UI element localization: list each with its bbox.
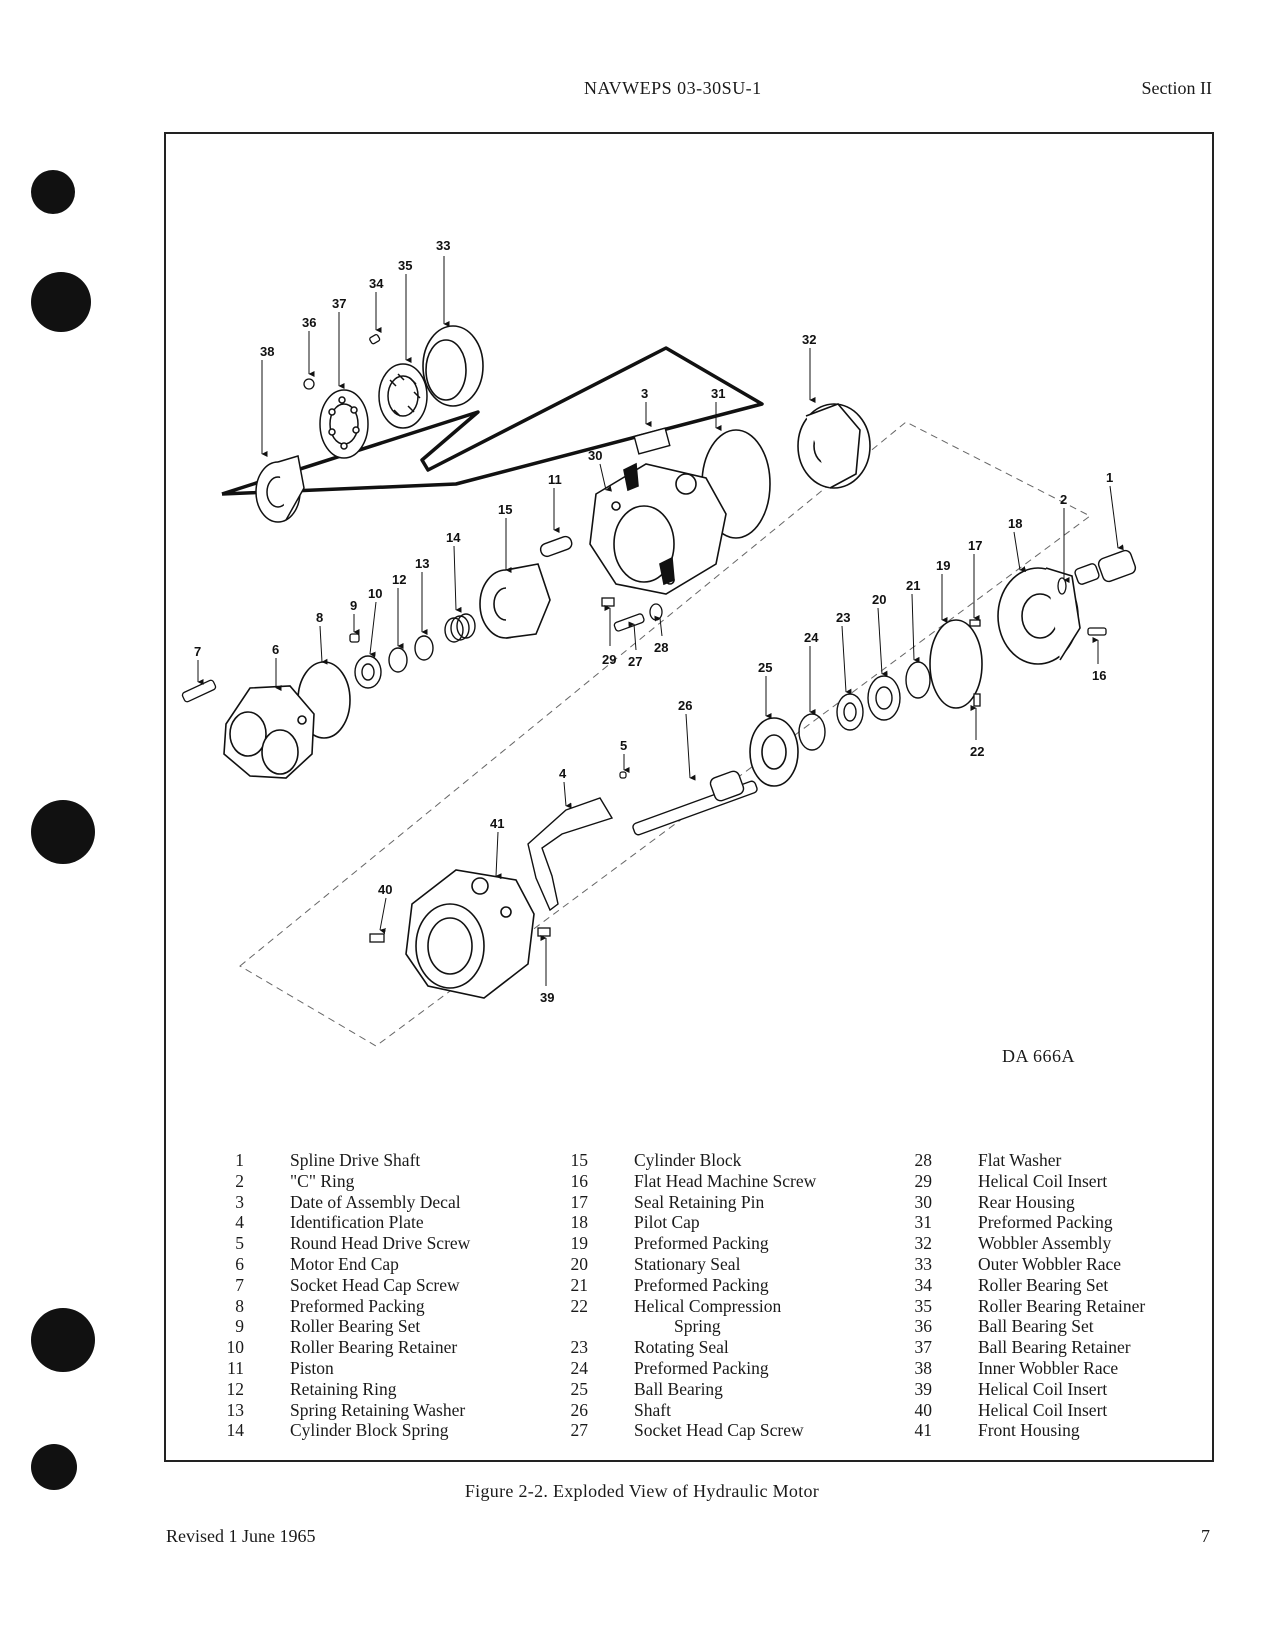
punch-hole xyxy=(31,170,75,214)
callout-15: 15 xyxy=(498,502,513,517)
callout-19: 19 xyxy=(936,558,951,573)
callout-11: 11 xyxy=(548,472,562,487)
callout-30: 30 xyxy=(588,448,603,463)
callout-33: 33 xyxy=(436,238,451,253)
callout-34: 34 xyxy=(369,276,384,291)
legend-row: 27 Socket Head Cap Screw xyxy=(570,1420,804,1441)
legend-row: 34 Roller Bearing Set xyxy=(914,1274,1109,1295)
figure-caption: Figure 2-2. Exploded View of Hydraulic Motor xyxy=(464,1481,820,1501)
helical-coil-insert-39 xyxy=(538,928,550,936)
legend-column-1 xyxy=(204,1150,470,1441)
legend-row: 31 Preformed Packing xyxy=(914,1212,1113,1233)
page-number: 7 xyxy=(1201,1526,1210,1546)
legend-row: 16 Flat Head Machine Screw xyxy=(570,1170,817,1191)
callout-18: 18 xyxy=(1008,516,1023,531)
cylinder-block-spring xyxy=(445,614,475,642)
legend-row: 9 Roller Bearing Set xyxy=(235,1316,421,1337)
preformed-packing-21 xyxy=(906,662,930,698)
callout-13: 13 xyxy=(415,556,430,571)
callout-5: 5 xyxy=(620,738,628,753)
legend-row: 30 Rear Housing xyxy=(914,1191,1075,1212)
callout-25: 25 xyxy=(758,660,773,675)
callout-2: 2 xyxy=(1060,492,1068,507)
socket-head-cap-screw-7 xyxy=(181,679,216,702)
section-label: Section II xyxy=(1141,78,1212,98)
roller-bearing-retainer-10 xyxy=(355,656,381,688)
callout-9: 9 xyxy=(350,598,358,613)
callout-4: 4 xyxy=(559,766,567,781)
punch-hole xyxy=(31,800,95,864)
legend-row: 12 Retaining Ring xyxy=(226,1378,397,1399)
legend-row: 10 Roller Bearing Retainer xyxy=(226,1337,458,1358)
callout-22: 22 xyxy=(970,744,985,759)
roller-bearing-set xyxy=(369,334,380,345)
ball-bearing-retainer xyxy=(320,390,368,458)
callout-27: 27 xyxy=(628,654,643,669)
legend-row: 36 Ball Bearing Set xyxy=(914,1316,1094,1337)
rotating-seal xyxy=(837,694,863,730)
callout-31: 31 xyxy=(711,386,726,401)
date-of-assembly-decal xyxy=(634,428,670,454)
legend-row: 41 Front Housing xyxy=(914,1420,1080,1441)
stationary-seal xyxy=(868,676,900,720)
callout-17: 17 xyxy=(968,538,983,553)
legend-row: Spring xyxy=(674,1316,721,1337)
legend-row: 40 Helical Coil Insert xyxy=(914,1399,1108,1420)
legend-row: 17 Seal Retaining Pin xyxy=(570,1191,765,1212)
callout-8: 8 xyxy=(316,610,324,625)
callout-23: 23 xyxy=(836,610,851,625)
legend-row: 23 Rotating Seal xyxy=(570,1337,729,1358)
identification-plate xyxy=(528,798,612,910)
helical-coil-insert-29 xyxy=(602,598,614,606)
callout-36: 36 xyxy=(302,315,317,330)
socket-head-cap-screw-27 xyxy=(614,613,645,632)
shaft xyxy=(632,770,758,836)
preformed-packing-24 xyxy=(799,714,825,750)
legend-row: 7 Socket Head Cap Screw xyxy=(235,1274,460,1295)
legend-row: 6 Motor End Cap xyxy=(235,1253,399,1274)
piston xyxy=(539,535,574,558)
callout-28: 28 xyxy=(654,640,669,655)
roller-bearing-set-9 xyxy=(350,634,359,642)
callout-41: 41 xyxy=(490,816,505,831)
rear-housing xyxy=(590,464,726,594)
revision-date: Revised 1 June 1965 xyxy=(166,1526,316,1546)
inner-wobbler-race xyxy=(256,456,304,522)
flat-head-machine-screw xyxy=(1088,628,1106,635)
callout-38: 38 xyxy=(260,344,275,359)
callout-20: 20 xyxy=(872,592,887,607)
legend-row: 22 Helical Compression xyxy=(570,1295,782,1316)
legend-row: 38 Inner Wobbler Race xyxy=(914,1357,1119,1378)
callout-3: 3 xyxy=(641,386,649,401)
legend-row: 11 Piston xyxy=(227,1357,334,1378)
cylinder-block xyxy=(480,564,550,638)
punch-hole xyxy=(31,1308,95,1372)
legend-row: 20 Stationary Seal xyxy=(570,1253,741,1274)
legend-row: 39 Helical Coil Insert xyxy=(914,1378,1108,1399)
legend-row: 18 Pilot Cap xyxy=(570,1212,700,1233)
legend-column-3 xyxy=(892,1150,1145,1441)
callout-39: 39 xyxy=(540,990,555,1005)
drawing-id: DA 666A xyxy=(1002,1046,1076,1066)
legend-row: 28 Flat Washer xyxy=(914,1150,1062,1170)
round-head-drive-screw xyxy=(620,772,626,778)
pilot-cap xyxy=(998,568,1080,664)
legend-row: 33 Outer Wobbler Race xyxy=(914,1253,1122,1274)
legend-row: 8 Preformed Packing xyxy=(235,1295,425,1316)
seal-retaining-pin xyxy=(970,620,980,626)
wobbler-assembly xyxy=(798,404,870,488)
legend-row: 25 Ball Bearing xyxy=(570,1378,723,1399)
document-header-number: NAVWEPS 03-30SU-1 xyxy=(584,78,762,98)
legend-row: 14 Cylinder Block Spring xyxy=(226,1420,449,1441)
legend-row: 4 Identification Plate xyxy=(235,1212,424,1233)
callout-32: 32 xyxy=(802,332,817,347)
legend-row: 24 Preformed Packing xyxy=(570,1357,769,1378)
ball-bearing-set xyxy=(304,379,314,389)
callout-24: 24 xyxy=(804,630,819,645)
callout-6: 6 xyxy=(272,642,280,657)
callout-35: 35 xyxy=(398,258,413,273)
helical-compression-spring xyxy=(974,694,980,706)
spring-retaining-washer xyxy=(415,636,433,660)
callout-10: 10 xyxy=(368,586,383,601)
legend-row: 32 Wobbler Assembly xyxy=(914,1233,1112,1254)
legend-row: 26 Shaft xyxy=(570,1399,671,1420)
callout-14: 14 xyxy=(446,530,461,545)
legend-row: 19 Preformed Packing xyxy=(570,1233,769,1254)
legend-row: 21 Preformed Packing xyxy=(570,1274,769,1295)
front-housing xyxy=(406,870,534,998)
legend-row: 2 "C" Ring xyxy=(235,1170,355,1191)
motor-end-cap xyxy=(224,686,314,778)
legend-column-2 xyxy=(548,1150,816,1441)
legend-row: 3 Date of Assembly Decal xyxy=(235,1191,461,1212)
retaining-ring xyxy=(389,648,407,672)
callout-16: 16 xyxy=(1092,668,1107,683)
outer-wobbler-race xyxy=(423,326,483,406)
legend-row: 1 Spline Drive Shaft xyxy=(235,1150,421,1170)
callout-7: 7 xyxy=(194,644,202,659)
callout-40: 40 xyxy=(378,882,393,897)
roller-bearing-retainer xyxy=(379,364,427,428)
callout-21: 21 xyxy=(906,578,921,593)
flat-washer xyxy=(650,604,662,620)
spline-drive-shaft xyxy=(1074,549,1137,585)
legend-row: 35 Roller Bearing Retainer xyxy=(914,1295,1146,1316)
punch-hole xyxy=(31,272,91,332)
legend-row: 15 Cylinder Block xyxy=(570,1150,742,1170)
figure-frame xyxy=(164,132,1214,1462)
legend-row: 29 Helical Coil Insert xyxy=(914,1170,1108,1191)
ball-bearing xyxy=(750,718,798,786)
helical-coil-insert-40 xyxy=(370,934,384,942)
legend-row: 37 Ball Bearing Retainer xyxy=(914,1337,1131,1358)
callout-26: 26 xyxy=(678,698,693,713)
legend-row: 5 Round Head Drive Screw xyxy=(235,1233,471,1254)
callout-37: 37 xyxy=(332,296,347,311)
callout-29: 29 xyxy=(602,652,617,667)
legend-row: 13 Spring Retaining Washer xyxy=(226,1399,466,1420)
callout-12: 12 xyxy=(392,572,407,587)
callout-1: 1 xyxy=(1106,470,1114,485)
